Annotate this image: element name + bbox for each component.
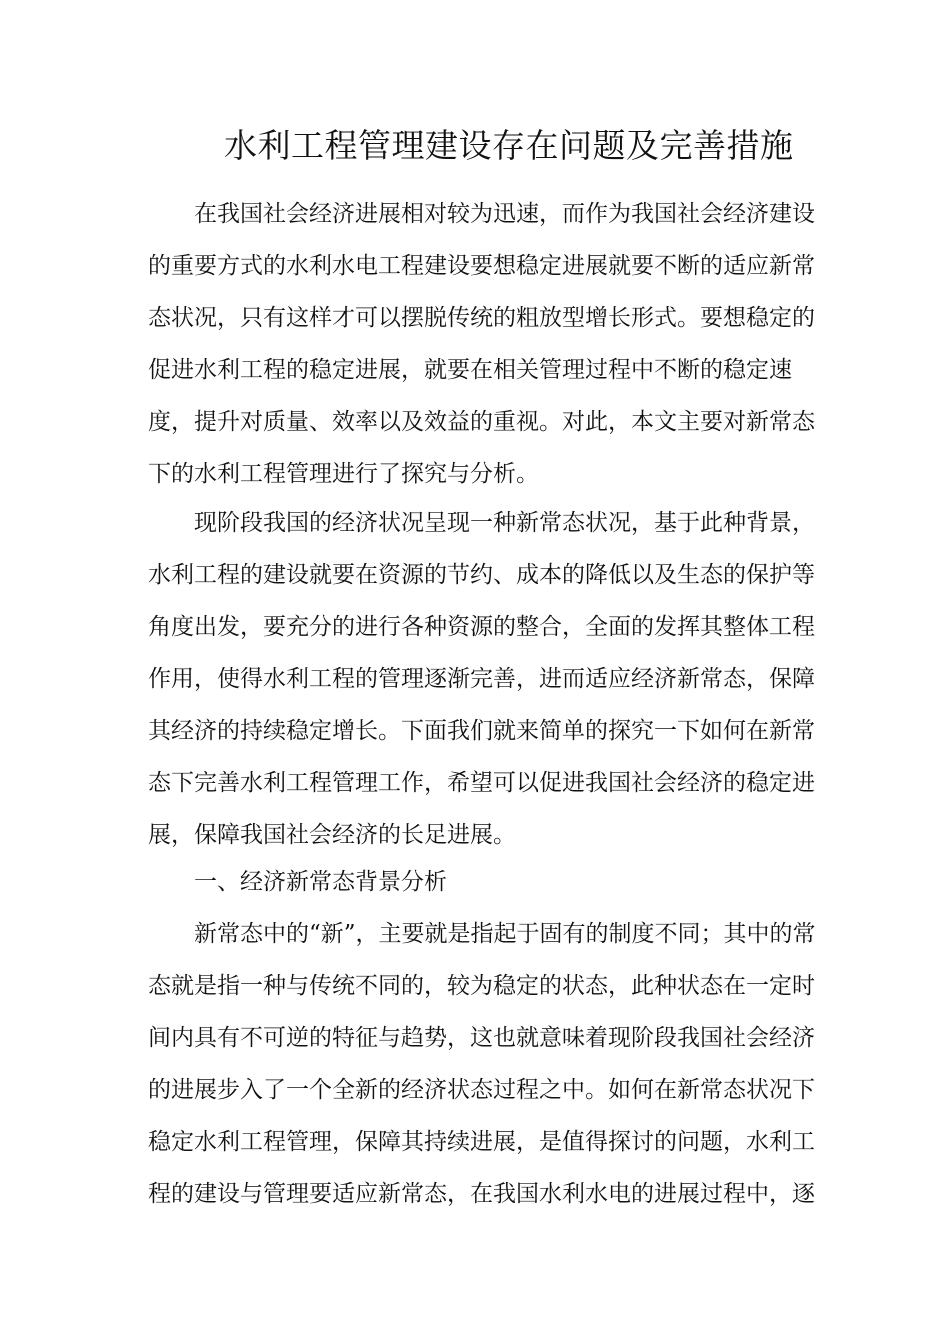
text-line: 在我国社会经济进展相对较为迅速，而作为我国社会经济建设 (148, 201, 815, 227)
text-line: 水利工程的建设就要在资源的节约、成本的降低以及生态的保护等 (148, 562, 815, 588)
text-line: 态状况，只有这样才可以摆脱传统的粗放型增长形式。要想稳定的 (148, 305, 815, 331)
text-line: 间内具有不可逆的特征与趋势，这也就意味着现阶段我国社会经济 (148, 1025, 815, 1051)
paragraph-background (148, 497, 815, 861)
text-line: 展，保障我国社会经济的长足进展。 (148, 822, 516, 848)
text-line: 程的建设与管理要适应新常态，在我国水利水电的进展过程中，逐 (148, 1181, 815, 1207)
text-line: 作用，使得水利工程的管理逐渐完善，进而适应经济新常态，保障 (148, 666, 815, 692)
document-title: 水利工程管理建设存在问题及完善措施 (224, 126, 794, 165)
text-line: 的进展步入了一个全新的经济状态过程之中。如何在新常态状况下 (148, 1077, 815, 1103)
text-line: 下的水利工程管理进行了探究与分析。 (148, 461, 539, 487)
text-line: 促进水利工程的稳定进展，就要在相关管理过程中不断的稳定速 (148, 357, 792, 383)
text-line: 现阶段我国的经济状况呈现一种新常态状况，基于此种背景， (148, 510, 815, 536)
heading-line: 一、经济新常态背景分析 (148, 869, 447, 895)
paragraph-intro (148, 188, 815, 500)
section-heading (148, 856, 798, 908)
text-line: 角度出发，要充分的进行各种资源的整合，全面的发挥其整体工程 (148, 614, 815, 640)
text-line: 态就是指一种与传统不同的，较为稳定的状态，此种状态在一定时 (148, 973, 815, 999)
text-line: 新常态中的“新”，主要就是指起于固有的制度不同；其中的常 (148, 921, 816, 947)
paragraph-new-normal (148, 908, 816, 1220)
text-line: 度，提升对质量、效率以及效益的重视。对此，本文主要对新常态 (148, 409, 815, 435)
text-line: 态下完善水利工程管理工作，希望可以促进我国社会经济的稳定进 (148, 770, 815, 796)
text-line: 的重要方式的水利水电工程建设要想稳定进展就要不断的适应新常 (148, 253, 815, 279)
text-line: 稳定水利工程管理，保障其持续进展，是值得探讨的问题，水利工 (148, 1129, 815, 1155)
text-line: 其经济的持续稳定增长。下面我们就来简单的探究一下如何在新常 (148, 718, 815, 744)
